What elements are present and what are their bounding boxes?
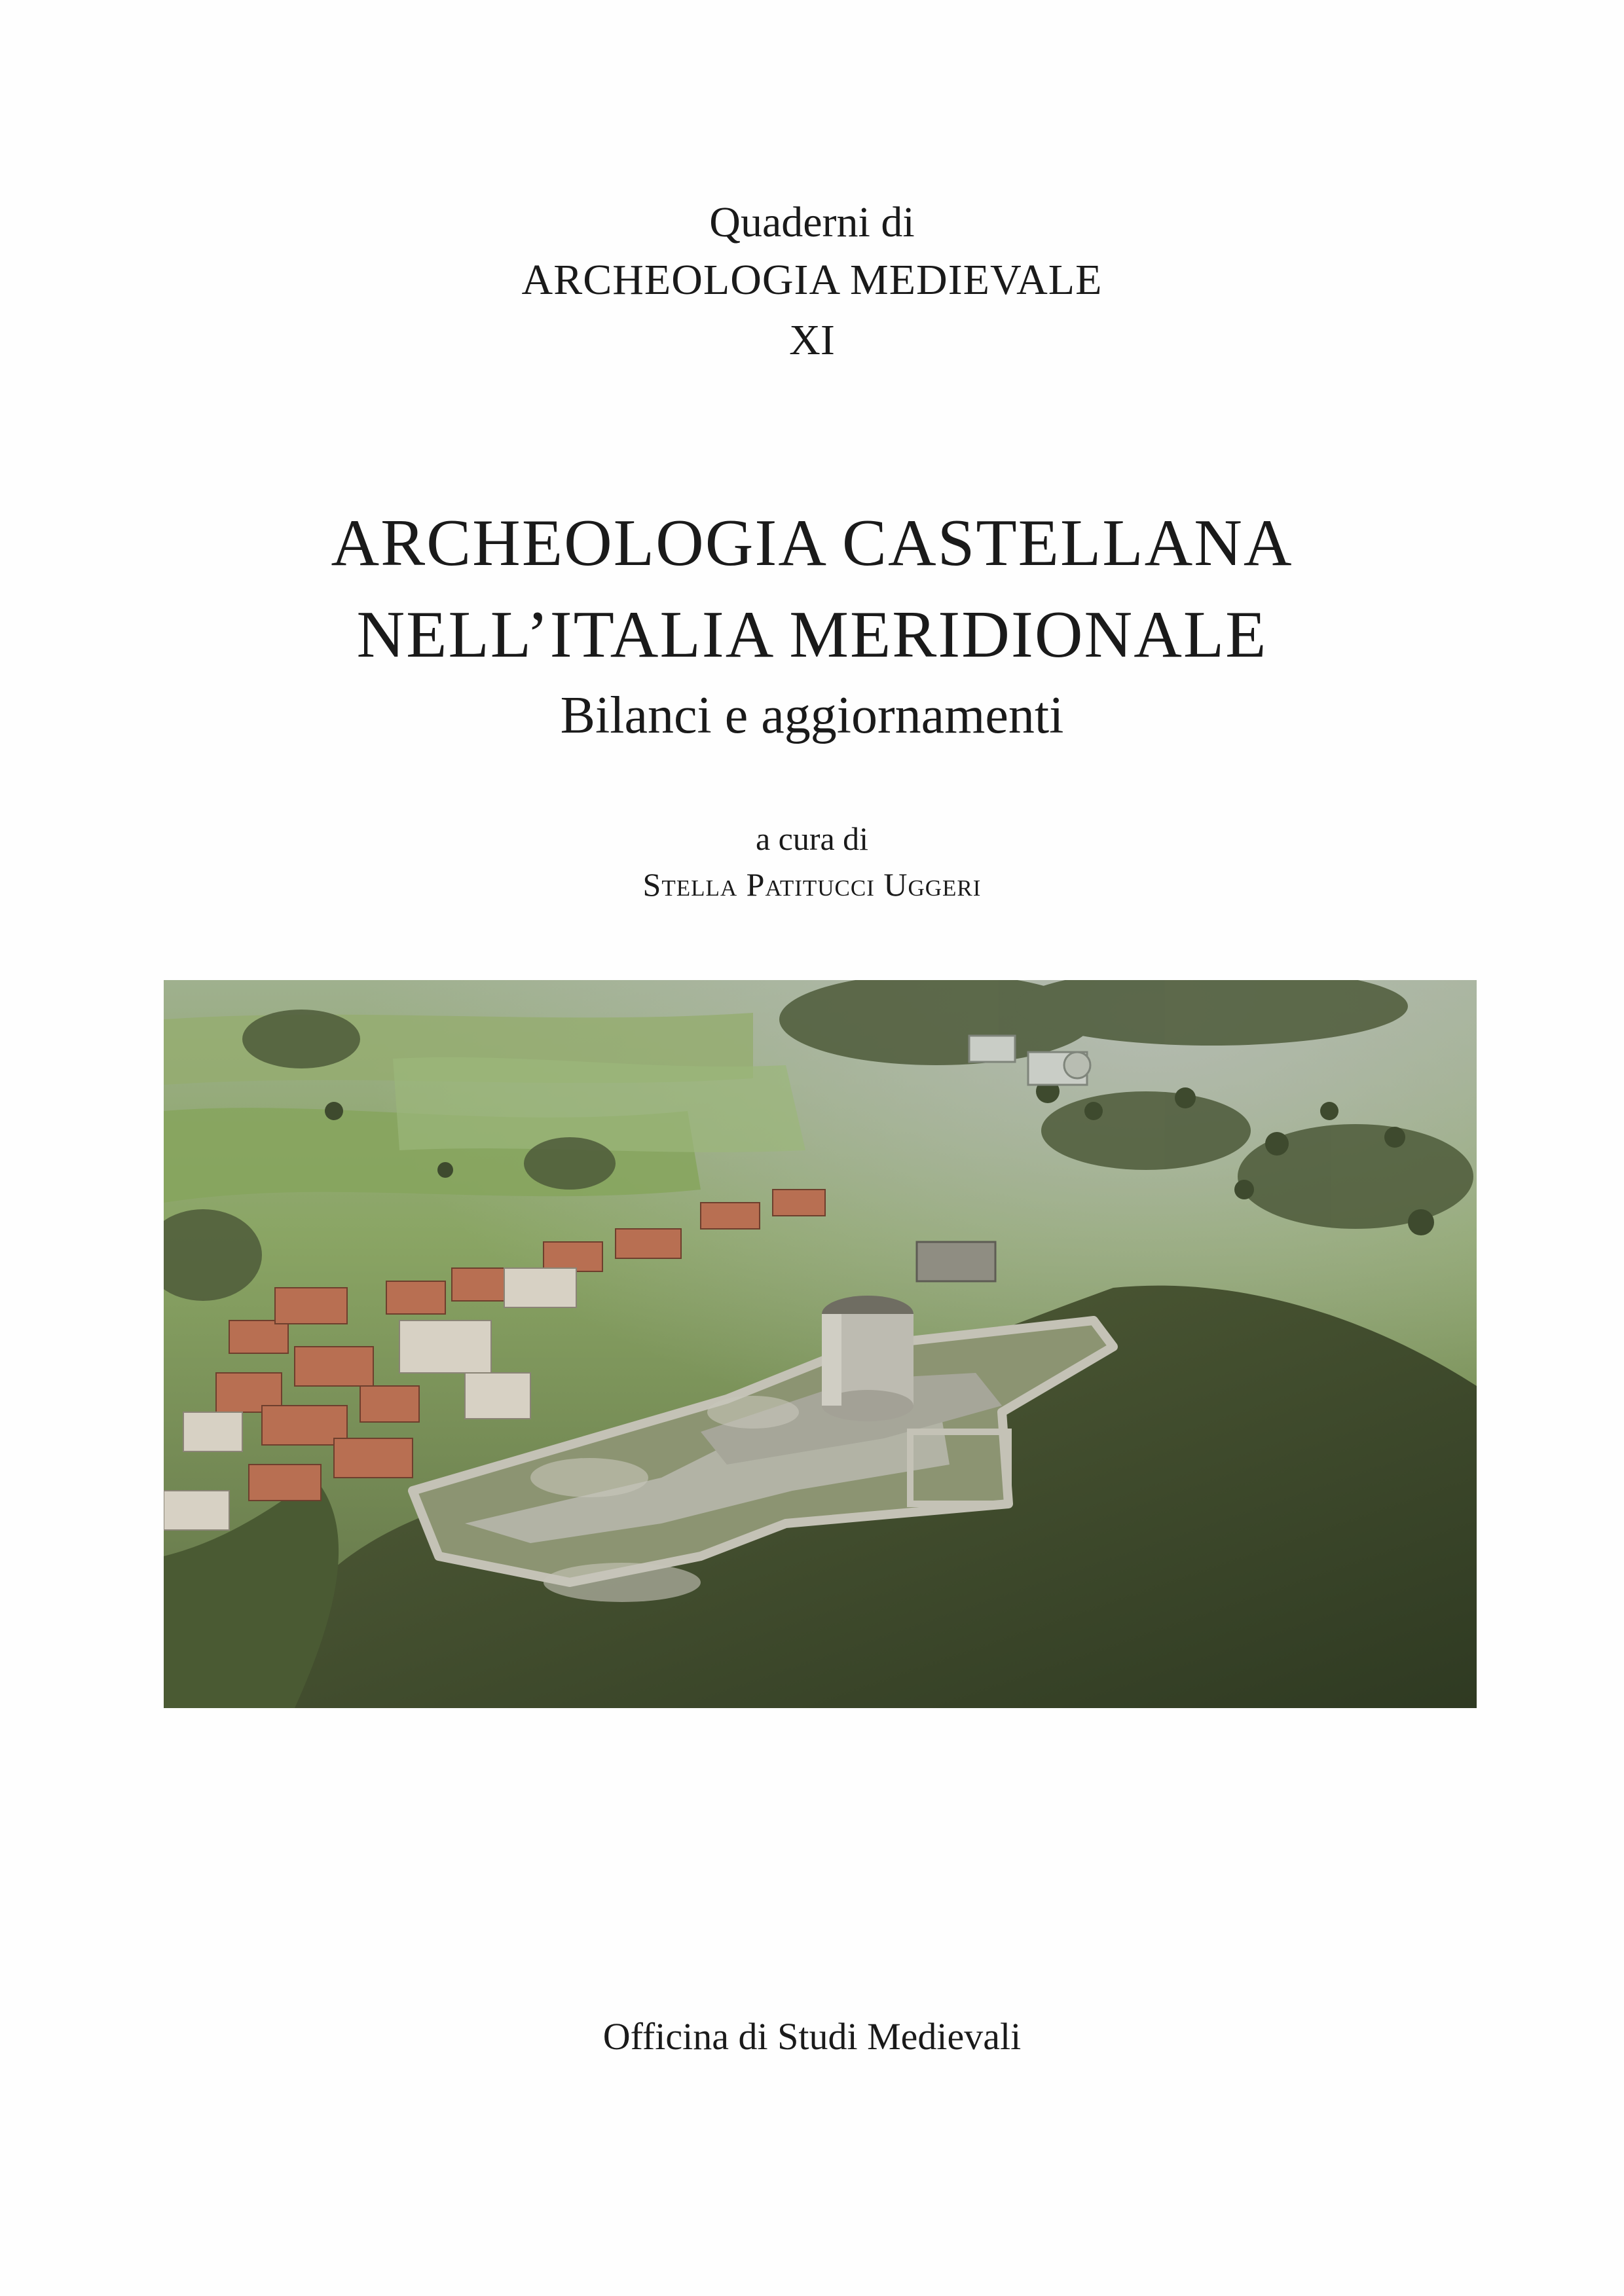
series-label: Quaderni di xyxy=(709,198,915,246)
publisher: Officina di Studi Medievali xyxy=(602,2015,1022,2058)
book-subtitle: Bilanci e aggiornamenti xyxy=(560,687,1064,744)
book-title-line1: ARCHEOLOGIA CASTELLANA xyxy=(331,506,1293,580)
series-number: XI xyxy=(789,316,835,364)
book-title-line2: NELL’ITALIA MERIDIONALE xyxy=(356,598,1268,672)
series-name: ARCHEOLOGIA MEDIEVALE xyxy=(521,256,1103,304)
editor-label: a cura di xyxy=(755,820,869,857)
aerial-castle-photo xyxy=(164,980,1477,1708)
editor-name: Stella Patitucci Uggeri xyxy=(642,866,982,903)
